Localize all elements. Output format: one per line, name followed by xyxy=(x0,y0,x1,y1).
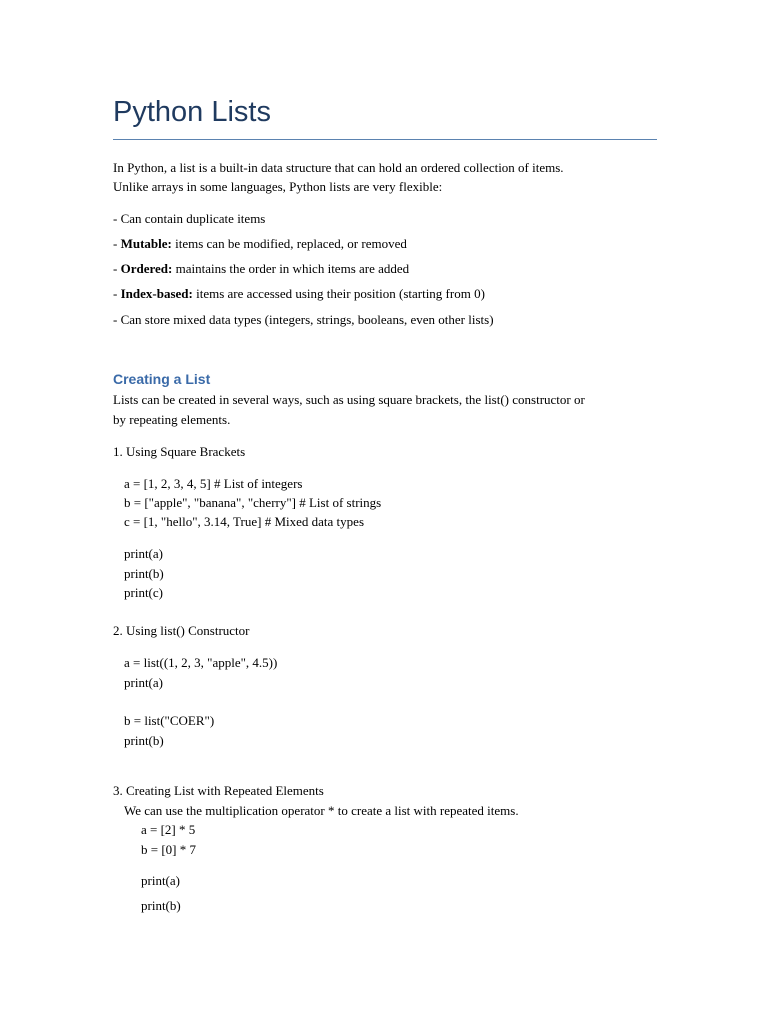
code-line: print(c) xyxy=(124,585,163,600)
method-2-label: 2. Using list() Constructor xyxy=(113,623,250,638)
bullet-duplicates xyxy=(113,210,265,228)
intro-line-2: Unlike arrays in some languages, Python lists are very flexible: xyxy=(113,179,443,194)
bullet-dash: - xyxy=(113,312,121,327)
bullet-term: Mutable: xyxy=(120,236,172,251)
bullet-dash: - xyxy=(113,261,121,276)
section-description-line-2: by repeating elements. xyxy=(113,412,231,427)
bullet-text: Can contain duplicate items xyxy=(120,211,266,226)
method-1-label: 1. Using Square Brackets xyxy=(113,444,246,459)
code-line: a = [2] * 5 xyxy=(141,822,196,837)
bullet-text: items can be modified, replaced, or removed xyxy=(171,236,407,251)
bullet-text: Can store mixed data types (integers, strings, booleans, even other lists) xyxy=(120,312,494,327)
page-title: Python Lists xyxy=(113,96,271,128)
code-line: a = [1, 2, 3, 4, 5] # List of integers xyxy=(124,476,303,491)
intro-line-1: In Python, a list is a built-in data structure that can hold an ordered collection of items. xyxy=(113,160,564,175)
bullet-dash: - xyxy=(113,286,121,301)
method-3-note: We can use the multiplication operator * to create a list with repeated items. xyxy=(124,803,519,818)
bullet-mixed-types xyxy=(113,311,494,329)
method-3-label: 3. Creating List with Repeated Elements xyxy=(113,783,324,798)
bullet-text: items are accessed using their position (starting from 0) xyxy=(192,286,485,301)
code-line: print(b) xyxy=(124,733,164,748)
code-line: c = [1, "hello", 3.14, True] # Mixed data types xyxy=(124,514,364,529)
bullet-dash: - xyxy=(113,211,121,226)
code-line: b = ["apple", "banana", "cherry"] # List of strings xyxy=(124,495,382,510)
code-line: print(b) xyxy=(141,898,181,913)
code-line: print(a) xyxy=(124,675,163,690)
bullet-term: Index-based: xyxy=(120,286,193,301)
section-heading: Creating a List xyxy=(113,371,211,387)
title-underline xyxy=(113,139,657,140)
code-line: print(b) xyxy=(124,566,164,581)
bullet-term: Ordered: xyxy=(120,261,173,276)
bullet-index-based xyxy=(113,285,485,303)
bullet-ordered xyxy=(113,260,409,278)
code-line: print(a) xyxy=(124,546,163,561)
code-line: b = [0] * 7 xyxy=(141,842,196,857)
bullet-mutable xyxy=(113,235,407,253)
section-description-line-1: Lists can be created in several ways, such as using square brackets, the list() constructor or xyxy=(113,392,585,407)
bullet-text: maintains the order in which items are added xyxy=(172,261,410,276)
code-line: print(a) xyxy=(141,873,180,888)
code-line: a = list((1, 2, 3, "apple", 4.5)) xyxy=(124,655,278,670)
code-line: b = list("COER") xyxy=(124,713,215,728)
bullet-dash: - xyxy=(113,236,121,251)
